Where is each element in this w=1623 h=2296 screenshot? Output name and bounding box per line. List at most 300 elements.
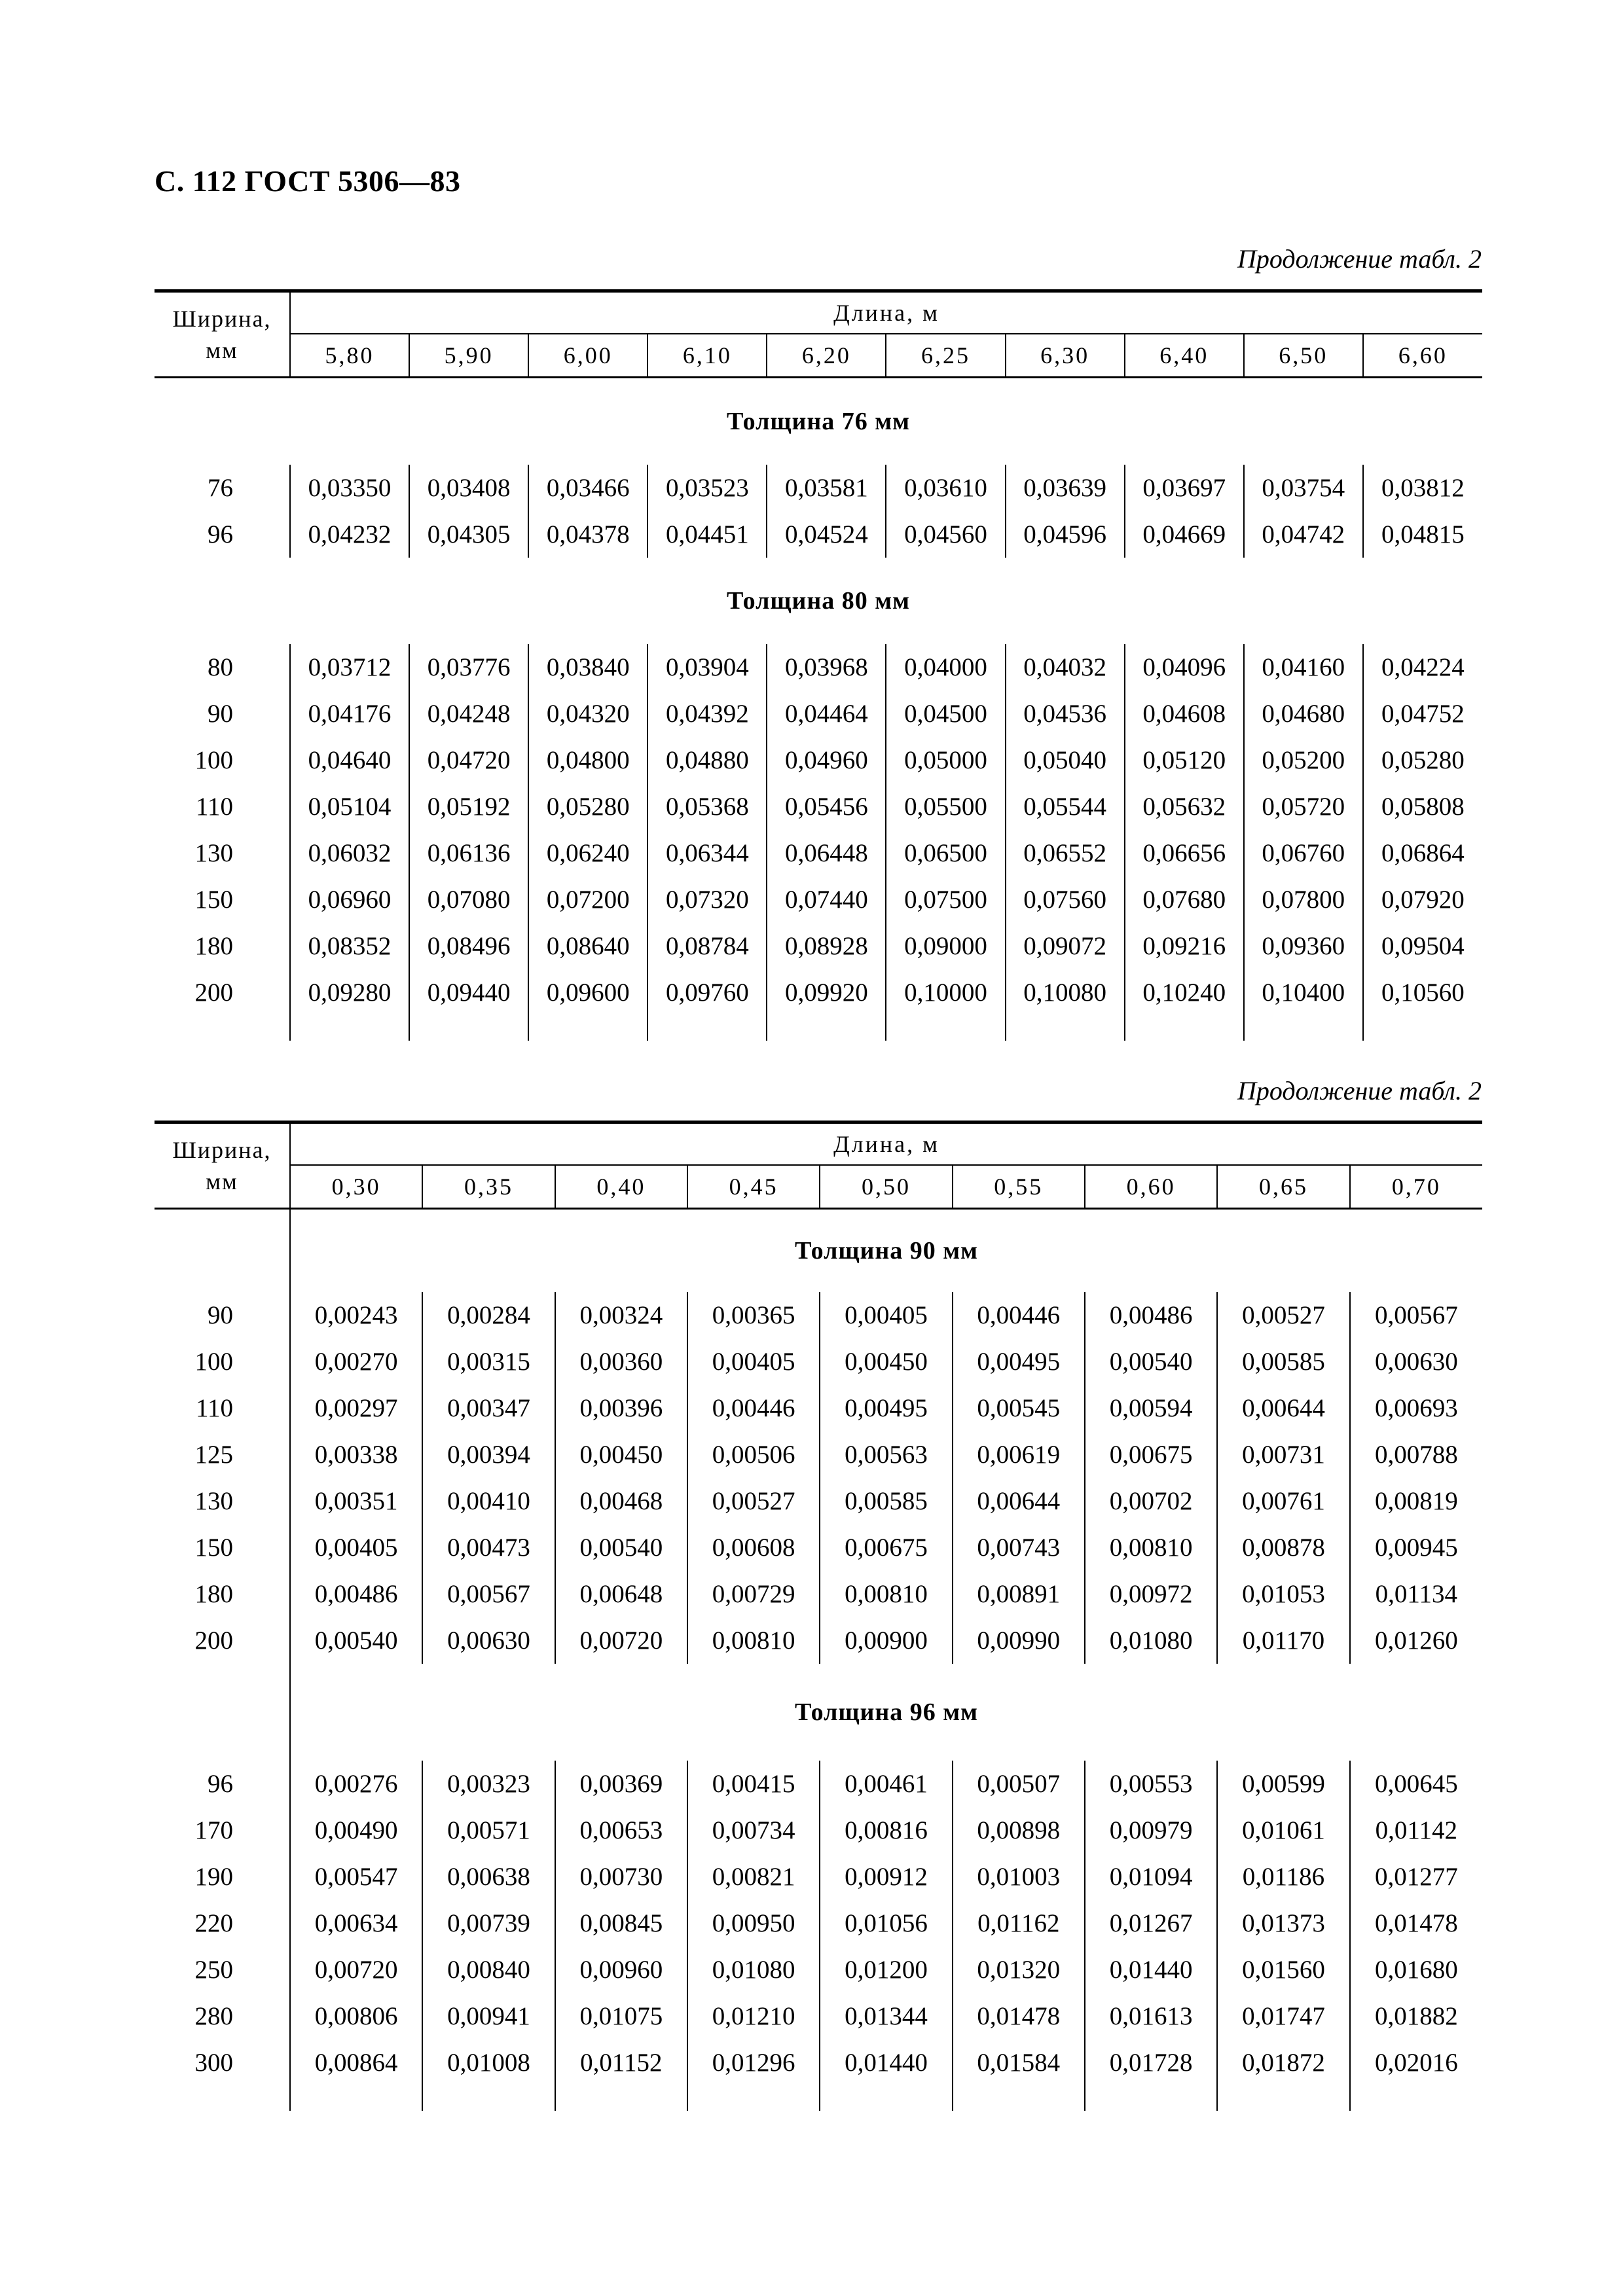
section-title-row xyxy=(155,378,1482,465)
volume-table-2 xyxy=(155,1121,1482,2111)
volume-cell: 0,01680 xyxy=(1350,1946,1482,1993)
volume-cell: 0,05500 xyxy=(886,783,1005,830)
volume-cell: 0,04800 xyxy=(528,737,647,783)
volume-cell: 0,00461 xyxy=(820,1761,952,1807)
volume-cell: 0,10400 xyxy=(1244,969,1363,1016)
volume-cell: 0,00743 xyxy=(953,1524,1085,1571)
table-row xyxy=(155,1571,1482,1617)
volume-cell: 0,00878 xyxy=(1217,1524,1349,1571)
volume-cell: 0,00394 xyxy=(422,1431,555,1478)
volume-cell: 0,00585 xyxy=(1217,1338,1349,1385)
volume-cell: 0,06656 xyxy=(1125,830,1244,876)
width-cell: 180 xyxy=(194,1580,233,1608)
volume-cell: 0,00702 xyxy=(1085,1478,1217,1524)
spacer-cell xyxy=(409,1016,528,1041)
volume-cell: 0,00297 xyxy=(290,1385,422,1431)
volume-cell: 0,03581 xyxy=(767,465,886,511)
volume-cell: 0,05192 xyxy=(409,783,528,830)
volume-cell: 0,01872 xyxy=(1217,2039,1349,2086)
volume-cell: 0,04096 xyxy=(1125,644,1244,691)
length-column-header: 0,60 xyxy=(1085,1165,1217,1209)
length-column-header: 0,55 xyxy=(953,1165,1085,1209)
table-row xyxy=(155,1524,1482,1571)
width-cell: 130 xyxy=(194,839,233,867)
volume-cell: 0,00315 xyxy=(422,1338,555,1385)
volume-cell: 0,10080 xyxy=(1006,969,1125,1016)
width-cell: 90 xyxy=(208,1301,233,1329)
volume-cell: 0,07500 xyxy=(886,876,1005,923)
volume-cell: 0,00653 xyxy=(555,1807,687,1854)
volume-cell: 0,00545 xyxy=(953,1385,1085,1431)
length-group-header: Длина, м xyxy=(290,1122,1482,1166)
thickness-section-title: Толщина 96 мм xyxy=(290,1664,1482,1761)
width-cell: 110 xyxy=(195,793,233,821)
volume-cell: 0,01344 xyxy=(820,1993,952,2039)
table-spacer-row xyxy=(155,2086,1482,2111)
volume-cell: 0,08352 xyxy=(290,923,409,969)
volume-cell: 0,00540 xyxy=(290,1617,422,1664)
width-cell: 190 xyxy=(194,1863,233,1891)
width-cell: 100 xyxy=(194,1348,233,1376)
width-cell: 76 xyxy=(208,474,233,502)
width-cell: 80 xyxy=(208,653,233,681)
spacer-cell xyxy=(1363,1016,1482,1041)
volume-cell: 0,04560 xyxy=(886,511,1005,558)
volume-cell: 0,04608 xyxy=(1125,691,1244,737)
length-column-header: 5,90 xyxy=(409,334,528,378)
volume-cell: 0,00806 xyxy=(290,1993,422,2039)
volume-cell: 0,01277 xyxy=(1350,1854,1482,1900)
volume-cell: 0,06240 xyxy=(528,830,647,876)
volume-cell: 0,02016 xyxy=(1350,2039,1482,2086)
volume-cell: 0,06448 xyxy=(767,830,886,876)
volume-cell: 0,09072 xyxy=(1006,923,1125,969)
width-cell: 125 xyxy=(194,1441,233,1469)
volume-cell: 0,00648 xyxy=(555,1571,687,1617)
table-row xyxy=(155,1385,1482,1431)
volume-cell: 0,04378 xyxy=(528,511,647,558)
volume-cell: 0,00845 xyxy=(555,1900,687,1946)
volume-cell: 0,00840 xyxy=(422,1946,555,1993)
thickness-section-title: Толщина 90 мм xyxy=(290,1209,1482,1293)
width-cell: 250 xyxy=(194,1956,233,1984)
table-row xyxy=(155,1431,1482,1478)
volume-cell: 0,00972 xyxy=(1085,1571,1217,1617)
length-column-header: 6,50 xyxy=(1244,334,1363,378)
width-column-header: Ширина, мм xyxy=(155,1122,290,1209)
width-cell: 96 xyxy=(208,1770,233,1798)
volume-cell: 0,00730 xyxy=(555,1854,687,1900)
volume-cell: 0,00816 xyxy=(820,1807,952,1854)
volume-cell: 0,01373 xyxy=(1217,1900,1349,1946)
volume-cell: 0,01267 xyxy=(1085,1900,1217,1946)
table-row xyxy=(155,1478,1482,1524)
spacer-cell xyxy=(953,2086,1085,2111)
width-cell: 280 xyxy=(194,2002,233,2030)
volume-cell: 0,01080 xyxy=(1085,1617,1217,1664)
volume-cell: 0,01142 xyxy=(1350,1807,1482,1854)
length-column-header: 0,30 xyxy=(290,1165,422,1209)
volume-cell: 0,00243 xyxy=(290,1292,422,1338)
volume-cell: 0,00619 xyxy=(953,1431,1085,1478)
volume-cell: 0,07320 xyxy=(647,876,767,923)
volume-cell: 0,04305 xyxy=(409,511,528,558)
width-cell: 90 xyxy=(208,700,233,728)
spacer-cell xyxy=(886,1016,1005,1041)
section-title-row xyxy=(155,558,1482,644)
table-row xyxy=(155,1854,1482,1900)
table-row xyxy=(155,1993,1482,2039)
volume-cell: 0,00585 xyxy=(820,1478,952,1524)
volume-cell: 0,05104 xyxy=(290,783,409,830)
volume-cell: 0,00898 xyxy=(953,1807,1085,1854)
spacer-cell xyxy=(555,2086,687,2111)
volume-cell: 0,00360 xyxy=(555,1338,687,1385)
volume-cell: 0,04680 xyxy=(1244,691,1363,737)
volume-cell: 0,09440 xyxy=(409,969,528,1016)
volume-cell: 0,10560 xyxy=(1363,969,1482,1016)
table-row xyxy=(155,1292,1482,1338)
length-column-header: 6,00 xyxy=(528,334,647,378)
spacer-cell xyxy=(1244,1016,1363,1041)
section-spacer-cell xyxy=(155,1209,290,1293)
volume-cell: 0,01584 xyxy=(953,2039,1085,2086)
volume-cell: 0,00468 xyxy=(555,1478,687,1524)
volume-cell: 0,01186 xyxy=(1217,1854,1349,1900)
table-row xyxy=(155,1338,1482,1385)
volume-cell: 0,06032 xyxy=(290,830,409,876)
volume-cell: 0,00410 xyxy=(422,1478,555,1524)
length-column-header: 6,60 xyxy=(1363,334,1482,378)
volume-cell: 0,00405 xyxy=(290,1524,422,1571)
table-row xyxy=(155,511,1482,558)
volume-cell: 0,01003 xyxy=(953,1854,1085,1900)
table-row xyxy=(155,737,1482,783)
volume-cell: 0,00347 xyxy=(422,1385,555,1431)
length-column-header: 0,50 xyxy=(820,1165,952,1209)
table-row xyxy=(155,1761,1482,1807)
width-cell: 100 xyxy=(194,746,233,774)
volume-cell: 0,00630 xyxy=(1350,1338,1482,1385)
table-row xyxy=(155,876,1482,923)
volume-cell: 0,05720 xyxy=(1244,783,1363,830)
volume-cell: 0,04320 xyxy=(528,691,647,737)
volume-cell: 0,01056 xyxy=(820,1900,952,1946)
volume-cell: 0,00338 xyxy=(290,1431,422,1478)
table-continuation-label: Продолжение табл. 2 xyxy=(1237,1076,1482,1105)
volume-cell: 0,01613 xyxy=(1085,1993,1217,2039)
spacer-cell xyxy=(155,1016,290,1041)
volume-cell: 0,05368 xyxy=(647,783,767,830)
volume-cell: 0,04669 xyxy=(1125,511,1244,558)
spacer-cell xyxy=(767,1016,886,1041)
volume-cell: 0,04536 xyxy=(1006,691,1125,737)
volume-cell: 0,00720 xyxy=(555,1617,687,1664)
volume-cell: 0,00644 xyxy=(953,1478,1085,1524)
volume-cell: 0,05280 xyxy=(1363,737,1482,783)
volume-cell: 0,01210 xyxy=(687,1993,820,2039)
volume-cell: 0,00323 xyxy=(422,1761,555,1807)
volume-cell: 0,03466 xyxy=(528,465,647,511)
volume-cell: 0,00675 xyxy=(820,1524,952,1571)
volume-cell: 0,00729 xyxy=(687,1571,820,1617)
length-column-header: 0,70 xyxy=(1350,1165,1482,1209)
volume-cell: 0,06344 xyxy=(647,830,767,876)
width-cell: 180 xyxy=(194,932,233,960)
volume-cell: 0,00567 xyxy=(422,1571,555,1617)
volume-cell: 0,00540 xyxy=(1085,1338,1217,1385)
spacer-cell xyxy=(528,1016,647,1041)
volume-cell: 0,00415 xyxy=(687,1761,820,1807)
volume-cell: 0,01134 xyxy=(1350,1571,1482,1617)
volume-cell: 0,09000 xyxy=(886,923,1005,969)
volume-cell: 0,00396 xyxy=(555,1385,687,1431)
volume-cell: 0,05808 xyxy=(1363,783,1482,830)
volume-cell: 0,00507 xyxy=(953,1761,1085,1807)
table-row xyxy=(155,1807,1482,1854)
volume-cell: 0,08640 xyxy=(528,923,647,969)
volume-cell: 0,07080 xyxy=(409,876,528,923)
volume-cell: 0,00950 xyxy=(687,1900,820,1946)
width-cell: 110 xyxy=(195,1394,233,1422)
volume-cell: 0,01728 xyxy=(1085,2039,1217,2086)
volume-cell: 0,00450 xyxy=(555,1431,687,1478)
volume-cell: 0,09920 xyxy=(767,969,886,1016)
volume-cell: 0,00608 xyxy=(687,1524,820,1571)
volume-cell: 0,10000 xyxy=(886,969,1005,1016)
volume-cell: 0,01440 xyxy=(820,2039,952,2086)
length-column-header: 0,45 xyxy=(687,1165,820,1209)
volume-cell: 0,00821 xyxy=(687,1854,820,1900)
volume-cell: 0,01061 xyxy=(1217,1807,1349,1854)
volume-cell: 0,00495 xyxy=(953,1338,1085,1385)
volume-cell: 0,03754 xyxy=(1244,465,1363,511)
volume-cell: 0,01296 xyxy=(687,2039,820,2086)
volume-cell: 0,00450 xyxy=(820,1338,952,1385)
volume-cell: 0,09216 xyxy=(1125,923,1244,969)
volume-cell: 0,03610 xyxy=(886,465,1005,511)
volume-cell: 0,05200 xyxy=(1244,737,1363,783)
volume-cell: 0,00734 xyxy=(687,1807,820,1854)
spacer-cell xyxy=(155,2086,290,2111)
volume-cell: 0,00276 xyxy=(290,1761,422,1807)
volume-cell: 0,00594 xyxy=(1085,1385,1217,1431)
volume-cell: 0,00563 xyxy=(820,1431,952,1478)
volume-cell: 0,04596 xyxy=(1006,511,1125,558)
volume-cell: 0,00891 xyxy=(953,1571,1085,1617)
volume-cell: 0,00351 xyxy=(290,1478,422,1524)
volume-cell: 0,00810 xyxy=(1085,1524,1217,1571)
width-cell: 220 xyxy=(194,1909,233,1937)
volume-cell: 0,00486 xyxy=(1085,1292,1217,1338)
volume-cell: 0,07800 xyxy=(1244,876,1363,923)
table-row xyxy=(155,691,1482,737)
volume-cell: 0,05632 xyxy=(1125,783,1244,830)
volume-cell: 0,06136 xyxy=(409,830,528,876)
volume-cell: 0,00365 xyxy=(687,1292,820,1338)
volume-cell: 0,04232 xyxy=(290,511,409,558)
spacer-cell xyxy=(422,2086,555,2111)
volume-cell: 0,00490 xyxy=(290,1807,422,1854)
volume-cell: 0,01882 xyxy=(1350,1993,1482,2039)
volume-cell: 0,09600 xyxy=(528,969,647,1016)
volume-table-1 xyxy=(155,289,1482,1041)
volume-cell: 0,00945 xyxy=(1350,1524,1482,1571)
volume-cell: 0,00960 xyxy=(555,1946,687,1993)
volume-cell: 0,00369 xyxy=(555,1761,687,1807)
length-column-header: 0,35 xyxy=(422,1165,555,1209)
thickness-section-title: Толщина 76 мм xyxy=(726,408,911,435)
length-column-header: 6,40 xyxy=(1125,334,1244,378)
volume-cell: 0,01200 xyxy=(820,1946,952,1993)
volume-cell: 0,03776 xyxy=(409,644,528,691)
volume-cell: 0,05000 xyxy=(886,737,1005,783)
volume-cell: 0,00941 xyxy=(422,1993,555,2039)
length-column-header: 6,25 xyxy=(886,334,1005,378)
volume-cell: 0,06864 xyxy=(1363,830,1482,876)
table-row xyxy=(155,1946,1482,1993)
volume-cell: 0,07440 xyxy=(767,876,886,923)
volume-cell: 0,00675 xyxy=(1085,1431,1217,1478)
volume-cell: 0,00990 xyxy=(953,1617,1085,1664)
volume-cell: 0,04640 xyxy=(290,737,409,783)
width-cell: 96 xyxy=(208,520,233,548)
width-cell: 150 xyxy=(194,886,233,914)
table-row xyxy=(155,1617,1482,1664)
volume-cell: 0,00571 xyxy=(422,1807,555,1854)
volume-cell: 0,04248 xyxy=(409,691,528,737)
volume-cell: 0,06552 xyxy=(1006,830,1125,876)
volume-cell: 0,00810 xyxy=(820,1571,952,1617)
volume-cell: 0,03523 xyxy=(647,465,767,511)
volume-cell: 0,00630 xyxy=(422,1617,555,1664)
volume-cell: 0,00634 xyxy=(290,1900,422,1946)
volume-cell: 0,01080 xyxy=(687,1946,820,1993)
volume-cell: 0,00527 xyxy=(687,1478,820,1524)
volume-cell: 0,00761 xyxy=(1217,1478,1349,1524)
section-spacer-cell xyxy=(155,1664,290,1761)
section-title-row xyxy=(155,1664,1482,1761)
column-header-row xyxy=(155,334,1482,378)
spacer-cell xyxy=(1006,1016,1125,1041)
volume-cell: 0,01478 xyxy=(953,1993,1085,2039)
volume-cell: 0,04224 xyxy=(1363,644,1482,691)
volume-cell: 0,08496 xyxy=(409,923,528,969)
volume-cell: 0,04392 xyxy=(647,691,767,737)
volume-cell: 0,06960 xyxy=(290,876,409,923)
volume-cell: 0,08784 xyxy=(647,923,767,969)
width-cell: 150 xyxy=(194,1534,233,1562)
volume-cell: 0,00540 xyxy=(555,1524,687,1571)
volume-cell: 0,00270 xyxy=(290,1338,422,1385)
spacer-cell xyxy=(290,2086,422,2111)
spacer-cell xyxy=(820,2086,952,2111)
volume-cell: 0,07200 xyxy=(528,876,647,923)
volume-cell: 0,04032 xyxy=(1006,644,1125,691)
volume-cell: 0,00810 xyxy=(687,1617,820,1664)
spacer-cell xyxy=(647,1016,767,1041)
volume-cell: 0,01440 xyxy=(1085,1946,1217,1993)
volume-cell: 0,00324 xyxy=(555,1292,687,1338)
volume-cell: 0,06500 xyxy=(886,830,1005,876)
volume-cell: 0,01478 xyxy=(1350,1900,1482,1946)
volume-cell: 0,07920 xyxy=(1363,876,1482,923)
volume-cell: 0,04742 xyxy=(1244,511,1363,558)
volume-cell: 0,04720 xyxy=(409,737,528,783)
volume-cell: 0,00693 xyxy=(1350,1385,1482,1431)
volume-cell: 0,00527 xyxy=(1217,1292,1349,1338)
spacer-cell xyxy=(1125,1016,1244,1041)
volume-cell: 0,09760 xyxy=(647,969,767,1016)
volume-cell: 0,00473 xyxy=(422,1524,555,1571)
volume-cell: 0,01320 xyxy=(953,1946,1085,1993)
volume-cell: 0,05280 xyxy=(528,783,647,830)
volume-cell: 0,04000 xyxy=(886,644,1005,691)
table-row xyxy=(155,969,1482,1016)
table-row xyxy=(155,830,1482,876)
volume-cell: 0,04464 xyxy=(767,691,886,737)
volume-cell: 0,00645 xyxy=(1350,1761,1482,1807)
volume-cell: 0,01075 xyxy=(555,1993,687,2039)
table-spacer-row xyxy=(155,1016,1482,1041)
volume-cell: 0,00739 xyxy=(422,1900,555,1946)
volume-cell: 0,00599 xyxy=(1217,1761,1349,1807)
thickness-section-title: Толщина 80 мм xyxy=(726,587,911,615)
volume-cell: 0,09504 xyxy=(1363,923,1482,969)
volume-cell: 0,04524 xyxy=(767,511,886,558)
table-continuation-label: Продолжение табл. 2 xyxy=(1237,244,1482,274)
volume-cell: 0,00979 xyxy=(1085,1807,1217,1854)
volume-cell: 0,00638 xyxy=(422,1854,555,1900)
volume-cell: 0,04752 xyxy=(1363,691,1482,737)
length-column-header: 6,30 xyxy=(1006,334,1125,378)
spacer-cell xyxy=(1085,2086,1217,2111)
volume-cell: 0,00547 xyxy=(290,1854,422,1900)
volume-cell: 0,00567 xyxy=(1350,1292,1482,1338)
volume-cell: 0,00284 xyxy=(422,1292,555,1338)
volume-cell: 0,00864 xyxy=(290,2039,422,2086)
volume-cell: 0,00788 xyxy=(1350,1431,1482,1478)
header-row xyxy=(155,291,1482,334)
width-cell: 170 xyxy=(194,1816,233,1844)
volume-cell: 0,03697 xyxy=(1125,465,1244,511)
volume-cell: 0,00720 xyxy=(290,1946,422,1993)
volume-cell: 0,03968 xyxy=(767,644,886,691)
volume-cell: 0,04451 xyxy=(647,511,767,558)
page-header: С. 112 ГОСТ 5306—83 xyxy=(155,164,461,198)
volume-cell: 0,03712 xyxy=(290,644,409,691)
volume-cell: 0,00446 xyxy=(687,1385,820,1431)
volume-cell: 0,04176 xyxy=(290,691,409,737)
volume-cell: 0,00405 xyxy=(687,1338,820,1385)
volume-cell: 0,00446 xyxy=(953,1292,1085,1338)
volume-cell: 0,03408 xyxy=(409,465,528,511)
table-row xyxy=(155,783,1482,830)
volume-cell: 0,00495 xyxy=(820,1385,952,1431)
volume-cell: 0,07560 xyxy=(1006,876,1125,923)
volume-cell: 0,00553 xyxy=(1085,1761,1217,1807)
length-column-header: 6,20 xyxy=(767,334,886,378)
spacer-cell xyxy=(290,1016,409,1041)
volume-cell: 0,00912 xyxy=(820,1854,952,1900)
header-row xyxy=(155,1122,1482,1166)
volume-cell: 0,04960 xyxy=(767,737,886,783)
table-row xyxy=(155,2039,1482,2086)
volume-cell: 0,05120 xyxy=(1125,737,1244,783)
width-column-header: Ширина, мм xyxy=(155,291,290,378)
spacer-cell xyxy=(1350,2086,1482,2111)
section-title-row xyxy=(155,1209,1482,1293)
